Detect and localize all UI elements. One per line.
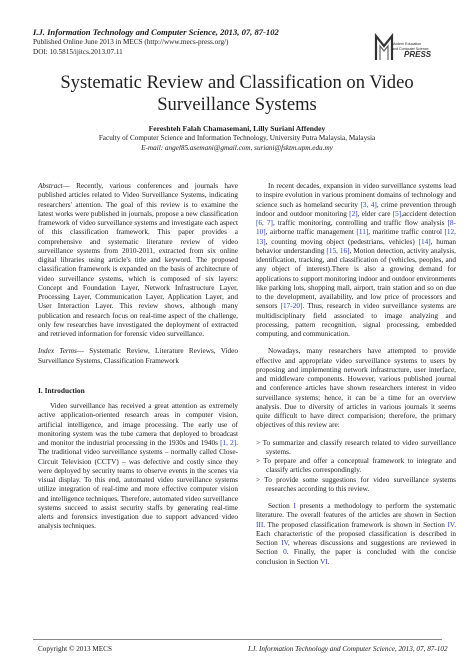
citation-link[interactable]: [1, 2] [220,439,237,447]
paper-title [20,72,454,116]
author-affiliation: Faculty of Computer Science and Information Technology, University Putra Malaysia, Malaysia [98,134,376,142]
citation-link[interactable]: [6, 7] [256,219,273,227]
abstract-text: — Recently, various conferences and journals have published articles related to Video Surveillance Systems, indicating researchers' attention. The goal of this review is to examine the latest works were published in journals, propose a new classification framework of video surveillance systems and investigate each aspect of this classification framework. This paper provides a comprehensive and systematic literature review of video surveillance systems from 2010-2011, extracted from six online digital libraries using article's title and keyword. The proposed classification framework is expanded on the basis of architecture of video surveillance systems, which is composed of six layers: Concept and Foundation Layer, Network Infrastructure Layer, Processing Layer, Communication Layer, Application Layer, and User Interaction Layer. This review shows, although many publication and research focus on real-time aspect of the challenge, only few researches have investigated the deployment of extracted and retrieved information for forensic video surveillance. [38,182,238,338]
publisher-logo [372,32,442,70]
citation-link[interactable]: [5] [392,209,402,218]
author-email: E-mail: angel85.asemani@gmail.com, suriani@fsktm.upm.edu.my [141,143,333,152]
abstract-label: Abstract [38,182,63,190]
citation-link[interactable]: [11] [356,228,369,237]
section-link[interactable]: IV [281,539,288,547]
index-terms-text: — Systematic Review, Literature Reviews, Video Surveillance Systems, Classification Framework [38,347,238,365]
author-block [20,124,454,153]
objective-bullet-3: > To provide some suggestions for video surveillance systems researches according to this review. [256,475,456,493]
section-heading-introduction: I. Introduction [38,385,85,395]
footer-journal: I.J. Information Technology and Computer Science, 2013, 07, 87-102 [248,645,448,653]
doi: DOI: 10.5815/ijitcs.2013.07.11 [33,47,123,56]
intro-paragraph: Video surveillance has received a great attention as extremely active application-oriented research areas in computer vision, artificial intelligence, and image processing. The early use of monitoring system was the tube camera that deployed to broadcast and monitor the industrial processing in the 1930s and 1940s [1, 2]. The traditional video surveillance systems – normally called Close-Circuit Television (CCTV) – was defective and costly since they were deployed by security teams to observe events in the scenes via visual display. To this end, automated video surveillance systems utilize integration of real-time and more effective computer vision and intelligence techniques. Therefore, automated video surveillance systems succeed to assist security staffs by generating real-time alerts and forensics investigation due to support advanced video analysis techniques. [38,402,238,531]
right-column [256,182,456,567]
section-link[interactable]: I [293,502,296,510]
citation-link[interactable]: [17-20] [280,302,303,311]
logo-text-line1: Modern Education [392,42,422,46]
left-column [38,182,238,532]
logo-brand: PRESS [404,50,432,59]
title-line-2: Surveillance Systems [157,94,317,115]
section-link[interactable]: 0 [283,548,287,557]
journal-name: I.J. Information Technology and Computer Science, 2013, 07, 87-102 [33,27,279,37]
right-paragraph-3: Section I presents a methodology to perform the systematic literature. The overall features of the articles are shown in Section III. The proposed classification framework is shown in Section IV. Each characteristic of the proposed classification is described in Section IV, whereas discussions and suggestions are reviewed in Section 0. Finally, the paper is concluded with the concise conclusion in Section VI. [256,502,456,566]
citation-link[interactable]: [8-10] [256,219,456,237]
citation-link[interactable]: [14] [418,237,431,246]
title-line-1: Systematic Review and Classification on Video [60,72,414,93]
section-link[interactable]: III [256,520,264,529]
logo-text-line2: and Computer Science [392,46,429,51]
citation-link[interactable]: [3, 4] [360,200,377,209]
index-terms-label: Index Terms [38,347,77,356]
objective-bullet-2: > To prepare and offer a conceptual framework to integrate and classify articles correspondingly. [256,457,456,475]
citation-link[interactable]: [12, 13] [256,228,456,246]
footer-copyright: Copyright © 2013 MECS [38,645,112,653]
section-link[interactable]: IV [447,520,455,529]
right-paragraph-1: In recent decades, expansion in video surveillance systems lead to inspire evolution in various prominent domains of technology and science such as homeland security [3, 4], crime prevention through indoor and outdoor monitoring [2], elder care [5],accident detection [6, 7], traffic monitoring, controlling and traffic flow analysis [8-10], airborne traffic management [11], maritime traffic control [12, 13], counting moving object (pedestrians, vehicles) [14], human behavior understanding [15, 16], Motion detection, activity analysis, identification, tracking, and classification of (vehicles, peoples, and any object of interest).There is also a growing demand for applications to support monitoring indoor and outdoor environments like parking lots, shopping mall, airport, train station and so on due to the development, availability, and low price of processors and sensors [17-20]. Thus, research in video surveillance systems are multidisciplinary field associated to image analyzing and processing, pattern recognition, signal processing, embedded computing, and communication. [256,182,457,338]
citation-link[interactable]: [15, 16] [326,246,350,255]
section-link[interactable]: VI [320,557,328,566]
citation-link[interactable]: [2] [349,209,358,218]
journal-header [33,27,333,57]
abstract [38,182,238,339]
publication-info: Published Online June 2013 in MECS (http://www.mecs-press.org/) [33,38,229,46]
objective-bullet-1: > To summarize and classify research related to video surveillance systems. [256,438,456,456]
right-paragraph-2: Nowadays, many researchers have attempted to provide effective and appropriate video surveillance systems to users by proposing and implementing network infrastructure, user interface, and middleware components. However, various published journal and conference articles have shown researchers interest in video surveillance systems; hence, it can be a time for an overview analysis. Due to diversity of articles in various journals it seems quite difficult to have direct comparision; therefore, the primary objectives of this review are: [256,347,456,430]
footer-rule [33,639,442,640]
author-names: Fereshteh Falah Chamasemani, Lilly Suriani Affendey [148,124,326,133]
index-terms [38,347,238,366]
